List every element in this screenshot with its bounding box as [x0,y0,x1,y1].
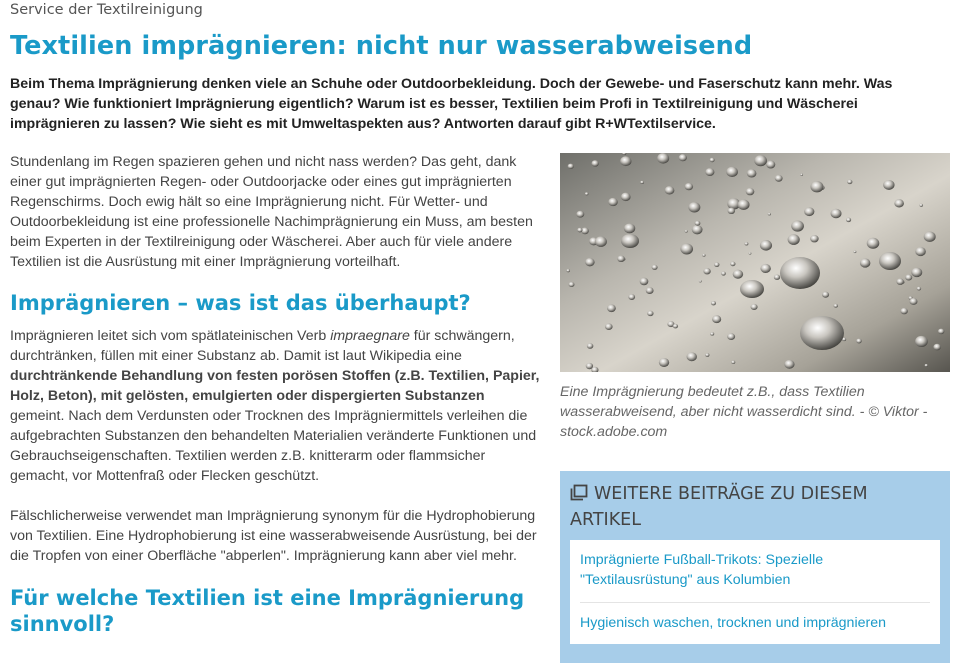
water-drop [585,192,589,195]
water-drop [847,180,852,185]
definition-highlight: durchtränkende Behandlung von festen porösen Stoffen (z.B. Textilien, Papier, Holz, Beton), mit gelösten, emulgierten oder dispergierten Substanzen [10,368,540,404]
water-drop [780,257,820,289]
water-drop [657,153,669,163]
water-drop [705,168,714,176]
water-drop [595,236,607,247]
water-drop [915,336,928,347]
water-drop [938,329,944,335]
water-drop [712,315,721,323]
water-drop [699,280,702,282]
water-drop [740,280,764,298]
water-drop [687,352,697,361]
water-drop [679,154,687,161]
water-drop [784,360,794,369]
water-drop [577,228,582,233]
water-drop [788,234,800,245]
water-drop [628,294,635,300]
page-title: Textilien imprägnieren: nicht nur wasserabweisend [10,31,753,61]
water-drop [673,324,678,328]
water-drop [896,278,903,285]
water-drop [620,156,631,166]
water-drop [705,353,709,357]
article-body [10,152,540,637]
water-drop [925,364,928,367]
water-drop [854,251,857,253]
water-drop [710,158,715,162]
water-drop [810,181,823,192]
water-drop [585,258,595,266]
water-drop [917,287,921,291]
article-lead: Beim Thema Imprägnierung denken viele an Schuhe oder Outdoorbekleidung. Doch der Gewebe- und Faserschutz kann mehr. Was genau? Wie funktioniert Imprägnierung eigentlich? Warum ist es besser, Textilien beim Profi in Textilreinigung und Wäscherei imprägnieren zu lassen? Wie sieht es mit Umweltaspekten aus? Antworten darauf gibt R+WTextilservice. [10,76,893,132]
water-drop [760,264,770,273]
water-drop [749,252,752,254]
water-drop [646,287,654,294]
water-drop [883,180,894,190]
water-drop [640,181,644,184]
water-drop [738,200,750,210]
water-drop [831,209,842,219]
water-drop [751,304,758,310]
water-drop [721,271,726,275]
section-heading-which-textiles: Für welche Textilien ist eine Imprägnierung sinnvoll? [10,586,525,636]
related-article-link[interactable]: Hygienisch waschen, trocknen und imprägnieren [580,615,886,631]
water-drop [607,304,616,312]
water-drop [733,270,743,279]
water-drop [760,240,772,251]
water-drop [744,242,748,245]
water-drop [568,164,574,169]
section-heading-what-is: Imprägnieren – was ist das überhaupt? [10,291,471,315]
water-drop [621,193,631,201]
water-drop [730,262,735,267]
water-drop [647,311,653,317]
water-drop [586,363,593,369]
water-drop [688,202,700,212]
water-drop [576,211,584,218]
water-drop [702,254,705,257]
water-drop [900,308,907,314]
water-drop [710,332,714,336]
latin-term: impraegnare [330,328,410,344]
water-drop [566,269,570,272]
water-drop [727,333,735,340]
water-drop [768,213,771,216]
water-drop [800,316,844,350]
water-drop [608,198,618,206]
water-drop [791,221,804,232]
water-drop [695,221,701,226]
water-drop [915,247,926,256]
water-drop [731,361,735,364]
article-kicker: Service der Textilreinigung [10,2,203,18]
water-drop [822,292,829,298]
water-drop [714,262,719,267]
water-drop [894,199,904,207]
water-drop [624,223,635,233]
water-drop [591,160,598,166]
water-drop [879,252,901,270]
water-drop [569,282,575,287]
intro-paragraph: Stundenlang im Regen spazieren gehen und nicht nass werden? Das geht, dank einer gut imprägnierten Regen- oder Outdoorjacke oder eines gut imprägnierten Regenschirms. Doch ewig hält so eine Imprägnierung nicht. Für Wetter- und Outdoorbekleidung ist eine professionelle Nachimprägnierung ein Muss, am besten beim Experten in der Textilreinigung oder Wäscherei. Aber auch für viele andere Textilien ist die Ausrüstung mit einer Imprägnierung vorteilhaft. [10,154,533,270]
water-drop [754,155,767,166]
water-drop [640,278,649,286]
water-drop [680,243,693,254]
copy-icon [570,484,588,501]
article-photo[interactable] [560,153,950,372]
water-drop [659,358,669,367]
water-drop [617,255,625,262]
water-drop [905,274,912,280]
related-articles-title: WEITERE BEITRÄGE ZU DIESEM ARTIKEL [570,484,868,530]
water-drop [856,339,862,344]
related-articles-box [560,471,950,663]
related-articles-list [570,540,940,644]
water-drop [665,186,675,194]
water-drop [747,169,757,177]
water-drop [746,188,755,195]
water-drop [728,208,735,214]
water-drop [605,323,613,330]
water-drop [587,343,593,349]
water-drop [775,175,783,182]
water-drop [711,301,716,305]
water-drop [685,183,693,190]
water-drop [703,268,710,274]
water-drop [766,161,775,169]
water-drop [834,304,838,308]
water-drop [621,234,639,248]
photo-caption: Eine Imprägnierung bedeutet z.B., dass Textilien wasserabweisend, aber nicht wasserdicht sind. - © Viktor - stock.adobe.com [560,384,928,440]
water-drop [911,268,922,277]
water-drop [860,258,871,267]
water-drop [685,230,688,233]
water-drop [652,265,658,270]
water-drop [774,274,780,279]
water-drop [846,218,851,222]
water-drop [924,232,936,242]
water-drop [800,174,803,176]
section-paragraph: Fälschlicherweise verwendet man Imprägnierung synonym für die Hydrophobierung von Textilien. Eine Hydrophobierung ist eine wasserabweisende Ausrüstung, bei der die Tropfen von einer Oberfläche "abperlen". Imprägnierung kann aber viel mehr. [10,508,537,564]
section-paragraph: Imprägnieren leitet sich vom spätlateinischen Verb impraegnare für schwängern, durchtränken, füllen mit einer Substanz ab. Damit ist laut Wikipedia eine durchtränkende Behandlung von festen porösen Stoffen (z.B. Textilien, Papier, Holz, Beton), mit gelösten, emulgierten oder dispergierten Substanzen gemeint. Nach dem Verdunsten oder Trocknen des Imprägniermittels verleihen die aufgebrachten Substanzen den behandelten Materialien veränderte Funktionen und Gebrauchseigenschaften. Textilien werden z.B. knitterarm oder flammsicher gemacht, vor Mottenfraß oder Flecken geschützt. [10,328,540,484]
water-drop [804,207,814,216]
water-drop [933,344,941,351]
water-drop [910,298,918,305]
water-drop [810,235,819,242]
water-drop [919,204,923,207]
related-article-link[interactable]: Imprägnierte Fußball-Trikots: Spezielle "Textilausrüstung" aus Kolumbien [580,540,930,603]
water-drop [692,225,703,234]
water-drop [867,238,880,249]
water-drop [726,167,738,177]
